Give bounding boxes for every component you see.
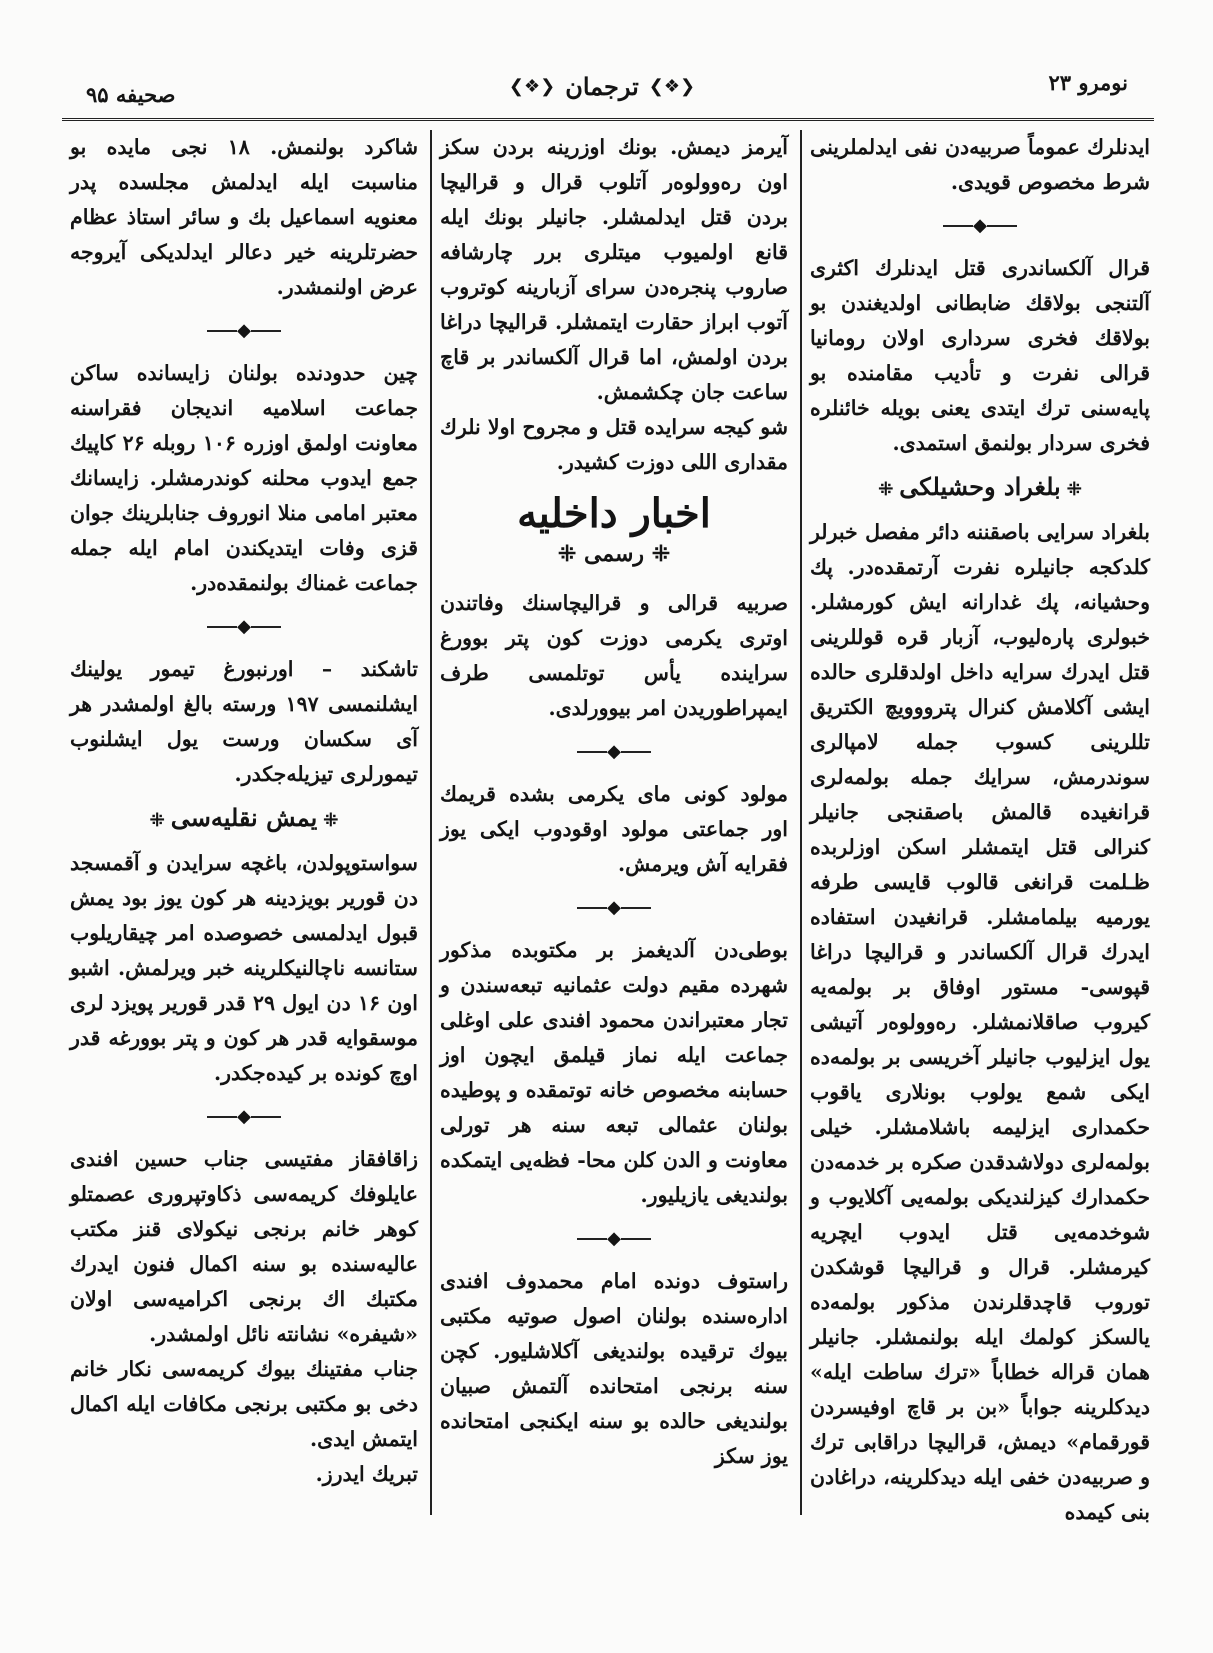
- section-subtitle: [440, 537, 788, 572]
- article-paragraph: بلغراد سرایی باصقننه دائر مفصل خبرلر کلدکجه جانیلره نفرت آرتمقده‌در. پك وحشیانه، پك غدارانه ایش کورمشلر. خبولری پاره‌لیوب، آزبار قره قوللرینی قتل ایدرك سرایه داخل اولدقلری حالده ایشی آکلامش کنرال پترووویچ الکتریق تللرینی کسوب جمله لامپالری سوندرمش، سرایك جمله بولمه‌لری قرانغیده قالمش باصقنجی جانیلر کنرالی قتل ایتمشلر اسکن اوزلربده ظـلمت قرانغی قالوب قایسی طرفه یورمیه بیلمامشلر. قرانغیدن استفاده ایدرك قرال آلکساندر و قرالیچا دراغا قپوسی- مستور اوفاق بر بولمه‌یه کیروب صاقلانمشلر. ره‌وولوه‌ر آتیشی یول ایزلیوب جانیلر آخریسی بر بولمه‌ده ایکی شمع یولوب بونلاری یاقوب حکمداری ایزلیمه باشلامشلر. خیلی بولمه‌لری دولاشدقدن صکره بر خدمه‌دن حکمدارك کیزلندیکی بولمه‌یی آکلایوب و شوخدمه‌یی قتل ایدوب ایچریه کیرمشلر. قرال و قرالیچا قوشکدن توروب قاچدقلرندن مذکور بولمه‌ده یالسکز کولمك ایله بولنمشلر. جانیلر همان قراله خطاباً «ترك ساطت ایله» دیدکلرینه جواباً «بن بر قاچ اوفیسردن قورقمام» دیمش، قرالیچا دراقابی ترك و صربیه‌دن خفی ایله دیدکلرینه، دراغادن بنی کیمده: [810, 520, 1150, 1524]
- article-paragraph: تاشکند – اورنبورغ تیمور یولینك ایشلنمسی ۱۹۷ ورسته بالغ اولمشدر هر آی سکسان ورست یول ایشلنوب تیمورلری تیزیله‌جکدر.: [70, 657, 418, 786]
- section-heading: [810, 469, 1150, 507]
- article-paragraph: شو کیجه سرایده قتل و مجروح اولا نلرك مقداری اللی دوزت کشیدر.: [440, 415, 788, 474]
- separator-icon: ◆: [810, 208, 1150, 243]
- article-paragraph: جناب مفتینك بیوك کریمه‌سی نکار خانم دخی بو مکتبی برنجی مکافات ایله اکمال ایتمش ایدی.: [70, 1357, 418, 1451]
- page-number: صحیفه ۹۵: [86, 82, 176, 107]
- newspaper-title: ترجمان: [565, 72, 639, 101]
- article-paragraph: آیرمز دیمش. بونك اوزرینه بردن سکز اون ره‌وولوه‌ر آتلوب قرال و قرالیچا بردن قتل ایدلمشلر. جانیلر بونك ایله قانع اولمیوب میتلری برر چارشافه صاروب پنجره‌دن سرای آزبارینه کوتروب آتوب ابراز حقارت ایتمشلر. قرالیچا دراغا بردن اولمش، اما قرال آلکساندر بر قاچ ساعت جان چکشمش.: [440, 135, 788, 404]
- masthead: [509, 72, 695, 101]
- heading-text: بلغراد وحشیلکی: [899, 472, 1061, 501]
- middle-column: [440, 130, 788, 1510]
- issue-number: نومرو ۲۳: [1048, 70, 1128, 95]
- fleuron-icon: ⁜: [149, 810, 165, 831]
- left-column: [70, 130, 418, 1510]
- article-paragraph: ایدنلرك عموماً صربیه‌دن نفی ایدلملرینی شرط مخصوص قویدی.: [810, 135, 1150, 194]
- fleuron-icon: ⁜: [557, 541, 577, 567]
- ornament-left-icon: ❮❖❯: [508, 76, 556, 97]
- heading-text: یمش نقلیه‌سی: [170, 803, 318, 832]
- header-rule: [62, 118, 1154, 121]
- article-paragraph: بوطی‌دن آلدیغمز بر مکتوبده مذکور شهرده مقیم دولت عثمانیه تبعه‌سندن و تجار معتبراندن محمود افندی علی اوغلی جماعت ایله نماز قیلمق ایچون اوز حسابنه مخصوص خانه توتمقده و پوطیده بولنان عثمالی تبعه سنه هر تورلی معاونت و الدن کلن محا- فظه‌یی ایتمکده بولندیغی یازیلیور.: [440, 938, 788, 1207]
- separator-icon: ◆: [70, 313, 418, 348]
- article-paragraph: سواستوپولدن، باغچه سرایدن و آقمسجد دن قوریر بویزدینه هر کون یوز بود یمش قبول ایدلمسی خصوصده امر چیقاریلوب ستانسه ناچالنیکلرینه خبر ویرلمش. اشبو اون ۱۶ دن ایول ۲۹ قدر قوریر پویزد لری موسقوایه قدر هر کون و پتر بوورغه قدر اوچ کونده بر کیده‌جکدر.: [70, 851, 418, 1085]
- right-column: [810, 130, 1150, 1524]
- fleuron-icon: ⁜: [1066, 479, 1082, 500]
- article-paragraph: زاقافقاز مفتیسی جناب حسین افندی عایلوفك کریمه‌سی ذکاوتپروری عصمتلو کوهر خانم برنجی نیکولای قنز مکتب عالیه‌سنده بو سنه اکمال فنون ایدرك مکتبك اك برنجی اکرامیه‌سی اولان «شیفره» نشانته نائل اولمشدر.: [70, 1147, 418, 1346]
- closing-line: تبریك ایدرز.: [315, 1462, 418, 1486]
- page-header: [62, 62, 1142, 122]
- subtitle-text: رسمی: [583, 541, 645, 567]
- separator-icon: ◆: [440, 890, 788, 925]
- separator-icon: ◆: [440, 1221, 788, 1256]
- fleuron-icon: ⁜: [323, 810, 339, 831]
- article-paragraph: راستوف دونده امام محمدوف افندی اداره‌سنده بولنان اصول صوتیه مکتبی بیوك ترقیده بولندیغی آکلاشلیور. کچن سنه برنجی امتحانده آلتمش صبیان بولندیغی حالده بو سنه ایکنجی امتحانده یوز سکز: [440, 1269, 788, 1468]
- ornament-right-icon: ❮❖❯: [648, 76, 696, 97]
- article-paragraph: صربیه قرالی و قرالیچاسنك وفاتندن اوتری یکرمی دوزت کون پتر بوورغ سراینده یأس توتلمسی طرف ایمپراطوریدن امر بیوورلدی.: [440, 591, 788, 720]
- separator-icon: ◆: [440, 734, 788, 769]
- article-paragraph: مولود کونی مای یکرمی بشده قریمك اور جماعتی مولود اوقودوب ایکی یوز فقرایه آش ویرمش.: [440, 782, 788, 876]
- separator-icon: ◆: [70, 1099, 418, 1134]
- article-paragraph: قرال آلکساندری قتل ایدنلرك اکثری آلتنجی بولاقك ضابطانی اولدیغندن بو بولاقك فخری سرداری اولان رومانیا قرالی نفرت و تأدیب مقامنده بو پایه‌سنی ترك ایتدی یعنی بویله خائنلره فخری سردار بولنمق استمدی.: [810, 256, 1150, 455]
- article-paragraph: شاکرد بولنمش. ۱۸ نجی مایده بو مناسبت ایله ایدلمش مجلسده پدر معنویه اسماعیل بك و سائر استاذ عظام حضرتلرینه خیر دعالر ایدلدیکی آیروجه عرض اولنمشدر.: [70, 135, 418, 299]
- section-heading: [70, 800, 418, 838]
- fleuron-icon: ⁜: [651, 541, 671, 567]
- column-rule: [800, 130, 802, 1515]
- separator-icon: ◆: [70, 609, 418, 644]
- fleuron-icon: ⁜: [878, 479, 894, 500]
- column-rule: [430, 130, 432, 1515]
- article-paragraph: چین حدودنده بولنان زایسانده ساکن جماعت اسلامیه اندیجان فقراسنه معاونت اولمق اوزره ۱۰۶ روبله ۲۶ کاپیك جمع ایدوب محلنه کوندرمشلر. زایسانك معتبر امامی منلا انوروف جنابلرینك جوان قزی وفات ایتدیکندن امام ایله جمله جماعت غمناك بولنمقده‌در.: [70, 361, 419, 595]
- section-title: اخبار داخلیه: [517, 490, 711, 537]
